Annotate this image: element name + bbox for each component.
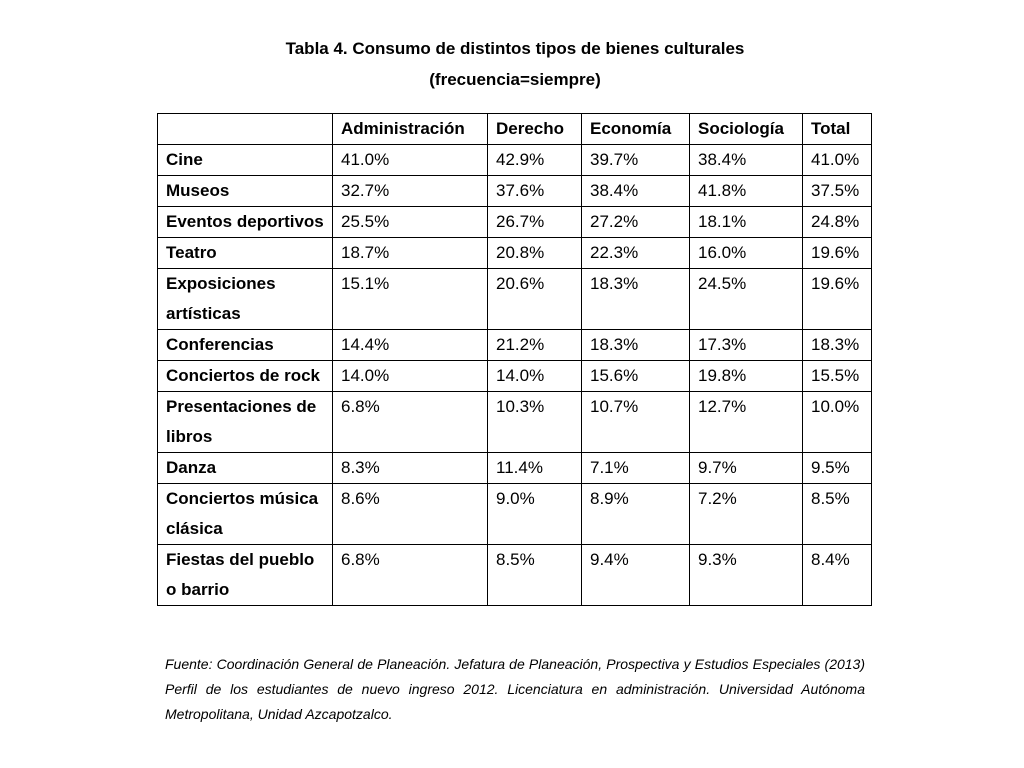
table-cell: 38.4% xyxy=(582,176,690,207)
table-cell: 15.1% xyxy=(333,269,488,330)
table-cell: 19.6% xyxy=(803,269,872,330)
header-cell-economia: Economía xyxy=(582,114,690,145)
table-cell: 14.0% xyxy=(488,361,582,392)
table-row xyxy=(158,145,872,176)
row-label: Conferencias xyxy=(158,330,333,361)
table-cell: 26.7% xyxy=(488,207,582,238)
table-cell: 12.7% xyxy=(690,392,803,453)
table-cell: 38.4% xyxy=(690,145,803,176)
row-label: Presentaciones de libros xyxy=(158,392,333,453)
row-label: Conciertos música clásica xyxy=(158,484,333,545)
table-cell: 10.3% xyxy=(488,392,582,453)
table-cell: 8.4% xyxy=(803,545,872,606)
header-cell-administracion: Administración xyxy=(333,114,488,145)
row-label: Exposiciones artísticas xyxy=(158,269,333,330)
table-row xyxy=(158,545,872,606)
table-cell: 9.7% xyxy=(690,453,803,484)
source-note: Fuente: Coordinación General de Planeación. Jefatura de Planeación, Prospectiva y Estudios Especiales (2013) Perfil de los estudiantes de nuevo ingreso 2012. Licenciatura en administración. Universidad Autónoma Metropolitana, Unidad Azcapotzalco. xyxy=(165,656,865,722)
table-cell: 17.3% xyxy=(690,330,803,361)
header-cell-derecho: Derecho xyxy=(488,114,582,145)
table-row xyxy=(158,484,872,545)
table-cell: 8.9% xyxy=(582,484,690,545)
table-cell: 41.8% xyxy=(690,176,803,207)
table-cell: 8.3% xyxy=(333,453,488,484)
table-cell: 10.7% xyxy=(582,392,690,453)
header-row xyxy=(158,114,872,145)
table-cell: 20.6% xyxy=(488,269,582,330)
table-row xyxy=(158,392,872,453)
row-label: Conciertos de rock xyxy=(158,361,333,392)
header-cell-total: Total xyxy=(803,114,872,145)
header-cell-sociologia: Sociología xyxy=(690,114,803,145)
table-row xyxy=(158,453,872,484)
table-cell: 9.5% xyxy=(803,453,872,484)
table-cell: 18.3% xyxy=(582,269,690,330)
table-cell: 18.3% xyxy=(582,330,690,361)
row-label: Museos xyxy=(158,176,333,207)
row-label: Teatro xyxy=(158,238,333,269)
table-row xyxy=(158,238,872,269)
table-cell: 22.3% xyxy=(582,238,690,269)
table-title: Tabla 4. Consumo de distintos tipos de bienes culturales xyxy=(285,39,745,58)
table-cell: 19.6% xyxy=(803,238,872,269)
table-cell: 37.6% xyxy=(488,176,582,207)
table-row xyxy=(158,269,872,330)
table-cell: 6.8% xyxy=(333,545,488,606)
row-label: Danza xyxy=(158,453,333,484)
table-cell: 7.2% xyxy=(690,484,803,545)
table-cell: 20.8% xyxy=(488,238,582,269)
table-cell: 15.6% xyxy=(582,361,690,392)
table-subtitle: (frecuencia=siempre) xyxy=(429,70,601,89)
table-row xyxy=(158,207,872,238)
row-label: Cine xyxy=(158,145,333,176)
header-cell-empty xyxy=(158,114,333,145)
table-cell: 15.5% xyxy=(803,361,872,392)
table-cell: 11.4% xyxy=(488,453,582,484)
table-cell: 24.5% xyxy=(690,269,803,330)
table-cell: 8.5% xyxy=(803,484,872,545)
table-cell: 14.4% xyxy=(333,330,488,361)
table-body xyxy=(158,145,872,606)
table-cell: 37.5% xyxy=(803,176,872,207)
table-cell: 9.4% xyxy=(582,545,690,606)
table-cell: 18.3% xyxy=(803,330,872,361)
table-cell: 39.7% xyxy=(582,145,690,176)
table-cell: 16.0% xyxy=(690,238,803,269)
table-row xyxy=(158,176,872,207)
table-cell: 27.2% xyxy=(582,207,690,238)
table-cell: 41.0% xyxy=(333,145,488,176)
table-cell: 32.7% xyxy=(333,176,488,207)
table-cell: 18.7% xyxy=(333,238,488,269)
table-row xyxy=(158,330,872,361)
data-table xyxy=(157,113,872,606)
table-cell: 42.9% xyxy=(488,145,582,176)
table-cell: 14.0% xyxy=(333,361,488,392)
table-cell: 8.5% xyxy=(488,545,582,606)
table-row xyxy=(158,361,872,392)
row-label: Fiestas del pueblo o barrio xyxy=(158,545,333,606)
table-cell: 24.8% xyxy=(803,207,872,238)
table-cell: 19.8% xyxy=(690,361,803,392)
table-cell: 10.0% xyxy=(803,392,872,453)
table-cell: 9.3% xyxy=(690,545,803,606)
table-cell: 6.8% xyxy=(333,392,488,453)
table-cell: 8.6% xyxy=(333,484,488,545)
row-label: Eventos deportivos xyxy=(158,207,333,238)
table-cell: 9.0% xyxy=(488,484,582,545)
table-cell: 41.0% xyxy=(803,145,872,176)
table-cell: 18.1% xyxy=(690,207,803,238)
table-cell: 7.1% xyxy=(582,453,690,484)
table-cell: 21.2% xyxy=(488,330,582,361)
table-cell: 25.5% xyxy=(333,207,488,238)
